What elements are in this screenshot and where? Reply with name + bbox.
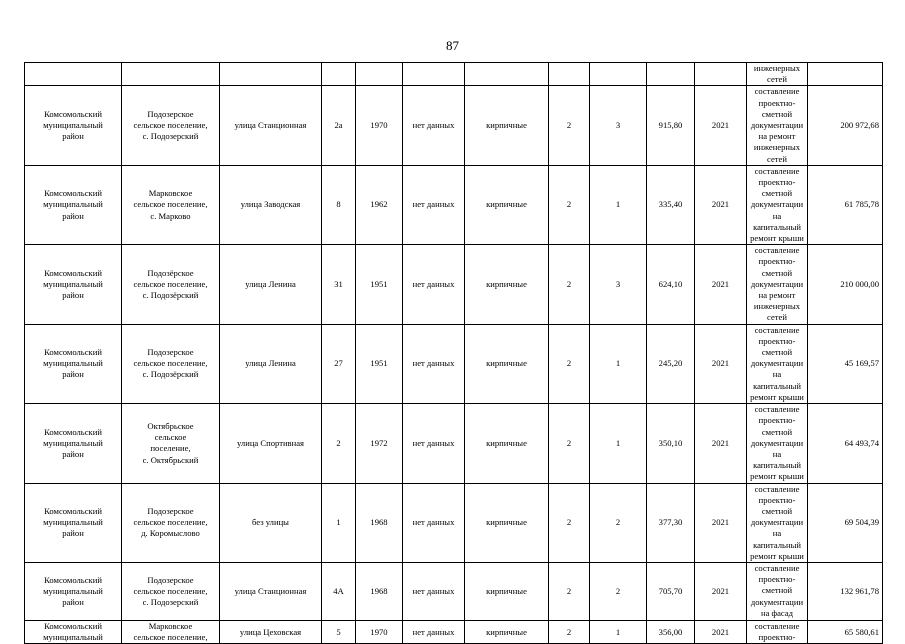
build-year-cell xyxy=(356,63,403,86)
district-cell-text: Комсомольский муниципальный район xyxy=(43,426,103,459)
wall-material-cell-text: кирпичные xyxy=(486,120,527,131)
work-type-cell-text: составление проектно- сметной документации на ремонт инженерных сетей xyxy=(750,86,804,164)
build-year-cell xyxy=(356,165,403,244)
work-type-cell-text: инженерных сетей xyxy=(753,63,801,85)
street-cell xyxy=(220,562,322,620)
plan-year-cell-text: 2021 xyxy=(711,437,730,448)
work-type-cell xyxy=(747,404,808,483)
street-cell-text: улица Заводская xyxy=(240,199,301,210)
build-year-cell-text: 1951 xyxy=(370,358,388,369)
district-cell xyxy=(25,483,122,562)
area-cell xyxy=(647,562,695,620)
wall-material-cell xyxy=(465,86,549,165)
build-year-cell-text: 1968 xyxy=(370,517,388,528)
area-cell xyxy=(647,404,695,483)
plan-year-cell xyxy=(695,63,747,86)
plan-year-cell xyxy=(695,562,747,620)
district-cell-text: Комсомольский муниципальный район xyxy=(43,267,103,301)
work-type-cell-text: составление проектно- сметной документации на капитальный ремонт крыши xyxy=(750,165,804,244)
cost-cell xyxy=(808,404,883,483)
entrances-cell-text: 3 xyxy=(615,120,621,131)
page-number: 87 xyxy=(446,38,459,53)
district-cell xyxy=(25,324,122,403)
floors-cell xyxy=(549,483,590,562)
settlement-cell xyxy=(122,620,220,643)
floors-cell xyxy=(549,324,590,403)
house-number-cell xyxy=(322,324,356,403)
floors-cell xyxy=(549,165,590,244)
district-cell xyxy=(25,404,122,483)
area-cell-text: 915,80 xyxy=(658,120,683,131)
plan-year-cell-text: 2021 xyxy=(711,278,730,289)
table-row xyxy=(25,562,883,620)
plan-year-cell-text: 2021 xyxy=(711,626,730,637)
work-type-cell-text: составление проектно- сметной документации на ремонт инженерных сетей xyxy=(750,245,804,323)
street-cell-text: улица Ленина xyxy=(245,278,296,289)
entrances-cell xyxy=(590,483,647,562)
build-year-cell-text: 1970 xyxy=(370,626,388,637)
cost-cell-text: 45 169,57 xyxy=(844,358,879,369)
district-cell-text: Комсомольский муниципальный xyxy=(43,620,103,643)
floors-cell-text: 2 xyxy=(566,585,572,596)
district-cell xyxy=(25,620,122,643)
street-cell-text: улица Цеховская xyxy=(239,626,302,637)
data-status-cell-text: нет данных xyxy=(412,278,455,289)
plan-year-cell-text: 2021 xyxy=(711,517,730,528)
wall-material-cell-text: кирпичные xyxy=(486,585,527,596)
district-cell-text: Комсомольский муниципальный район xyxy=(43,188,103,221)
area-cell-text: 624,10 xyxy=(658,278,683,289)
build-year-cell xyxy=(356,86,403,165)
plan-year-cell-text: 2021 xyxy=(711,120,730,131)
build-year-cell-text: 1951 xyxy=(370,278,388,289)
build-year-cell xyxy=(356,404,403,483)
floors-cell xyxy=(549,620,590,643)
floors-cell-text: 2 xyxy=(566,626,572,637)
house-number-cell xyxy=(322,620,356,643)
wall-material-cell-text: кирпичные xyxy=(486,437,527,448)
table-row xyxy=(25,165,883,244)
wall-material-cell-text: кирпичные xyxy=(486,199,527,210)
area-cell-text: 705,70 xyxy=(658,585,683,596)
cost-cell-text: 69 504,39 xyxy=(844,517,879,528)
build-year-cell-text: 1972 xyxy=(370,437,388,448)
street-cell xyxy=(220,404,322,483)
plan-year-cell-text: 2021 xyxy=(711,585,730,596)
house-number-cell xyxy=(322,562,356,620)
house-number-cell-text: 4А xyxy=(333,585,344,596)
settlement-cell-text: Подозерское сельское поселение, с. Подозёрский xyxy=(133,347,208,380)
wall-material-cell-text: кирпичные xyxy=(486,517,527,528)
settlement-cell xyxy=(122,165,220,244)
district-cell-text: Комсомольский муниципальный район xyxy=(43,347,103,380)
floors-cell-text: 2 xyxy=(566,517,572,528)
cost-cell-text: 64 493,74 xyxy=(844,437,879,448)
street-cell-text: улица Спортивная xyxy=(237,437,304,448)
table-body xyxy=(25,63,883,644)
house-number-cell-text: 2а xyxy=(334,120,343,131)
data-status-cell xyxy=(403,620,465,643)
table-row xyxy=(25,324,883,403)
data-status-cell-text: нет данных xyxy=(412,120,455,131)
build-year-cell xyxy=(356,324,403,403)
house-number-cell-text: 8 xyxy=(336,199,341,210)
floors-cell-text: 2 xyxy=(566,437,572,448)
wall-material-cell xyxy=(465,324,549,403)
data-status-cell-text: нет данных xyxy=(412,358,455,369)
street-cell-text: улица Ленина xyxy=(245,358,296,369)
wall-material-cell-text: кирпичные xyxy=(486,278,527,289)
district-cell-text: Комсомольский муниципальный район xyxy=(43,574,103,608)
work-type-cell xyxy=(747,86,808,165)
house-number-cell-text: 5 xyxy=(336,626,341,637)
cost-cell xyxy=(808,63,883,86)
entrances-cell xyxy=(590,562,647,620)
area-cell xyxy=(647,483,695,562)
cost-cell xyxy=(808,165,883,244)
entrances-cell xyxy=(590,86,647,165)
floors-cell xyxy=(549,562,590,620)
street-cell xyxy=(220,86,322,165)
street-cell-text: улица Станционная xyxy=(234,120,307,131)
work-type-cell xyxy=(747,562,808,620)
floors-cell-text: 2 xyxy=(566,120,572,131)
cost-cell-text: 61 785,78 xyxy=(844,199,879,210)
house-number-cell-text: 1 xyxy=(336,517,341,528)
area-cell xyxy=(647,165,695,244)
entrances-cell-text: 3 xyxy=(615,278,621,289)
table-row xyxy=(25,620,883,643)
entrances-cell-text: 2 xyxy=(615,585,621,596)
settlement-cell-text: Подозерское сельское поселение, с. Подозерский xyxy=(133,574,208,608)
build-year-cell xyxy=(356,483,403,562)
wall-material-cell xyxy=(465,63,549,86)
settlement-cell-text: Марковское сельское поселение, с. Марково xyxy=(133,188,208,221)
entrances-cell-text: 1 xyxy=(615,358,621,369)
work-type-cell xyxy=(747,63,808,86)
district-cell xyxy=(25,63,122,86)
build-year-cell-text: 1962 xyxy=(370,199,388,210)
plan-year-cell-text: 2021 xyxy=(711,358,730,369)
district-cell xyxy=(25,562,122,620)
area-cell-text: 377,30 xyxy=(658,517,683,528)
settlement-cell xyxy=(122,245,220,324)
work-type-cell xyxy=(747,245,808,324)
cost-cell-text: 200 972,68 xyxy=(840,120,879,131)
settlement-cell-text: Подозёрское сельское поселение, с. Подозёрский xyxy=(133,267,208,301)
cost-cell-text: 210 000,00 xyxy=(840,278,879,289)
settlement-cell xyxy=(122,63,220,86)
build-year-cell xyxy=(356,620,403,643)
house-number-cell-text: 31 xyxy=(334,278,343,289)
cost-cell xyxy=(808,86,883,165)
street-cell xyxy=(220,165,322,244)
district-cell xyxy=(25,165,122,244)
settlement-cell-text: Октябрьское сельское поселение, с. Октябрьский xyxy=(142,420,199,465)
entrances-cell xyxy=(590,404,647,483)
district-cell xyxy=(25,245,122,324)
work-type-cell-text: составление проектно- сметной документации на капитальный ремонт крыши xyxy=(750,483,804,561)
house-number-cell xyxy=(322,63,356,86)
data-status-cell xyxy=(403,324,465,403)
settlement-cell xyxy=(122,483,220,562)
area-cell xyxy=(647,63,695,86)
cost-cell xyxy=(808,324,883,403)
street-cell-text: улица Станционная xyxy=(234,585,307,596)
cost-cell xyxy=(808,562,883,620)
data-status-cell-text: нет данных xyxy=(412,585,455,596)
entrances-cell-text: 1 xyxy=(615,199,621,210)
cost-cell xyxy=(808,245,883,324)
settlement-cell xyxy=(122,86,220,165)
street-cell xyxy=(220,620,322,643)
work-type-cell-text: составление проектно- xyxy=(754,620,800,643)
wall-material-cell xyxy=(465,165,549,244)
house-number-cell xyxy=(322,404,356,483)
entrances-cell xyxy=(590,620,647,643)
wall-material-cell xyxy=(465,404,549,483)
build-year-cell xyxy=(356,245,403,324)
floors-cell xyxy=(549,63,590,86)
entrances-cell xyxy=(590,324,647,403)
floors-cell-text: 2 xyxy=(566,199,572,210)
data-status-cell-text: нет данных xyxy=(412,626,455,637)
cost-cell-text: 132 961,78 xyxy=(840,585,879,596)
plan-year-cell xyxy=(695,620,747,643)
data-status-cell xyxy=(403,245,465,324)
house-number-cell xyxy=(322,483,356,562)
work-type-cell-text: составление проектно- сметной документации на фасад xyxy=(750,562,804,618)
data-status-cell xyxy=(403,63,465,86)
wall-material-cell xyxy=(465,245,549,324)
area-cell-text: 245,20 xyxy=(658,358,683,369)
entrances-cell-text: 1 xyxy=(615,626,621,637)
plan-year-cell xyxy=(695,245,747,324)
build-year-cell-text: 1970 xyxy=(370,120,388,131)
work-type-cell-text: составление проектно- сметной документации на капитальный ремонт крыши xyxy=(750,324,804,402)
work-type-cell xyxy=(747,165,808,244)
street-cell xyxy=(220,324,322,403)
floors-cell xyxy=(549,86,590,165)
cost-cell-text: 65 580,61 xyxy=(844,626,879,637)
table-row xyxy=(25,404,883,483)
plan-year-cell xyxy=(695,404,747,483)
settlement-cell xyxy=(122,324,220,403)
settlement-cell-text: Подозерское сельское поселение, с. Подозерский xyxy=(133,108,208,142)
table-row xyxy=(25,63,883,86)
entrances-cell-text: 1 xyxy=(615,437,621,448)
wall-material-cell-text: кирпичные xyxy=(486,626,527,637)
entrances-cell xyxy=(590,245,647,324)
entrances-cell-text: 2 xyxy=(615,517,621,528)
area-cell-text: 335,40 xyxy=(658,199,683,210)
street-cell-text: без улицы xyxy=(252,517,289,528)
area-cell-text: 350,10 xyxy=(658,437,683,448)
work-type-cell xyxy=(747,324,808,403)
entrances-cell xyxy=(590,165,647,244)
house-number-cell xyxy=(322,245,356,324)
settlement-cell xyxy=(122,562,220,620)
floors-cell xyxy=(549,404,590,483)
plan-year-cell xyxy=(695,483,747,562)
cost-cell xyxy=(808,620,883,643)
data-status-cell xyxy=(403,404,465,483)
floors-cell xyxy=(549,245,590,324)
area-cell xyxy=(647,620,695,643)
floors-cell-text: 2 xyxy=(566,358,572,369)
cost-cell xyxy=(808,483,883,562)
settlement-cell-text: Подозерское сельское поселение, д. Коромыслово xyxy=(133,505,208,539)
data-status-cell-text: нет данных xyxy=(412,199,455,210)
plan-year-cell xyxy=(695,86,747,165)
street-cell xyxy=(220,63,322,86)
settlement-cell xyxy=(122,404,220,483)
house-number-cell-text: 2 xyxy=(336,437,341,448)
work-type-cell xyxy=(747,483,808,562)
settlement-cell-text: Марковское сельское поселение, xyxy=(133,620,208,643)
street-cell xyxy=(220,245,322,324)
data-status-cell xyxy=(403,165,465,244)
area-cell-text: 356,00 xyxy=(658,626,683,637)
plan-year-cell xyxy=(695,324,747,403)
area-cell xyxy=(647,324,695,403)
wall-material-cell xyxy=(465,562,549,620)
entrances-cell xyxy=(590,63,647,86)
plan-year-cell xyxy=(695,165,747,244)
data-status-cell xyxy=(403,562,465,620)
data-status-cell xyxy=(403,86,465,165)
area-cell xyxy=(647,86,695,165)
plan-year-cell-text: 2021 xyxy=(711,199,730,210)
table-row xyxy=(25,483,883,562)
wall-material-cell-text: кирпичные xyxy=(486,358,527,369)
table-row xyxy=(25,245,883,324)
street-cell xyxy=(220,483,322,562)
floors-cell-text: 2 xyxy=(566,278,572,289)
work-type-cell-text: составление проектно- сметной документации на капитальный ремонт крыши xyxy=(750,404,804,482)
build-year-cell xyxy=(356,562,403,620)
house-number-cell xyxy=(322,165,356,244)
district-cell-text: Комсомольский муниципальный район xyxy=(43,108,103,142)
data-status-cell-text: нет данных xyxy=(412,437,455,448)
district-cell-text: Комсомольский муниципальный район xyxy=(43,505,103,539)
house-number-cell xyxy=(322,86,356,165)
wall-material-cell xyxy=(465,620,549,643)
data-status-cell-text: нет данных xyxy=(412,517,455,528)
table-row xyxy=(25,86,883,165)
work-type-cell xyxy=(747,620,808,643)
wall-material-cell xyxy=(465,483,549,562)
area-cell xyxy=(647,245,695,324)
district-cell xyxy=(25,86,122,165)
build-year-cell-text: 1968 xyxy=(370,585,388,596)
housing-registry-table xyxy=(24,62,883,644)
house-number-cell-text: 27 xyxy=(334,358,343,369)
data-status-cell xyxy=(403,483,465,562)
